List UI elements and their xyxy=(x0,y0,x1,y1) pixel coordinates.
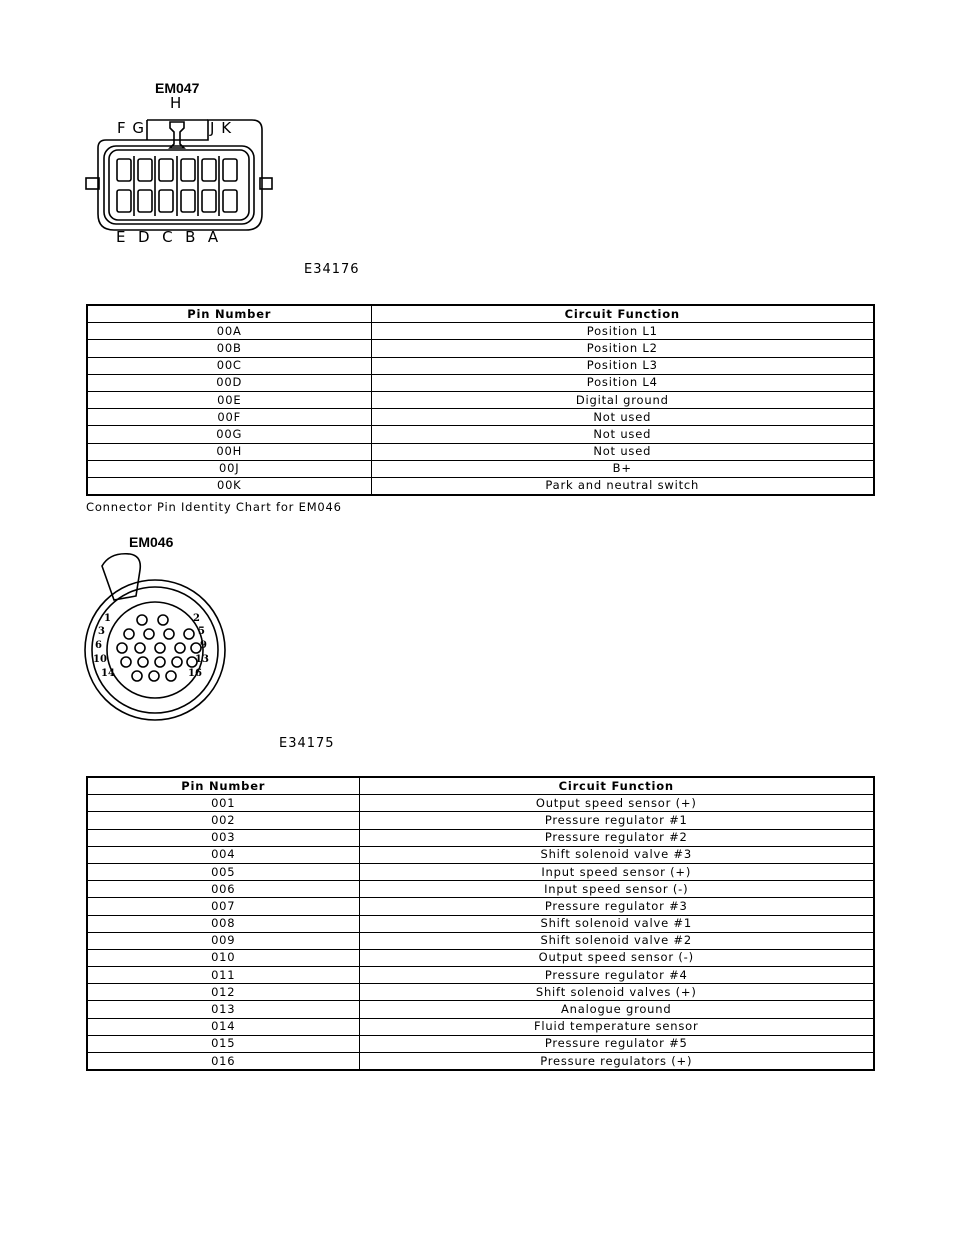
em047-connector-drawing xyxy=(84,112,276,232)
pin-number-cell: 015 xyxy=(87,1035,359,1052)
circuit-function-cell: Fluid temperature sensor xyxy=(359,1018,874,1035)
em046-pin-16: 16 xyxy=(188,668,202,679)
circuit-function-cell: Pressure regulator #1 xyxy=(359,812,874,829)
table-row xyxy=(87,863,874,880)
pin-table-em046 xyxy=(86,776,875,1071)
pin-number-cell: 009 xyxy=(87,932,359,949)
pin-number-cell: 00E xyxy=(87,391,371,408)
circuit-function-cell: Input speed sensor (-) xyxy=(359,881,874,898)
circuit-function-cell: Not used xyxy=(371,426,874,443)
table-row xyxy=(87,340,874,357)
circuit-function-cell: Not used xyxy=(371,443,874,460)
em046-pin-6: 6 xyxy=(95,640,102,651)
chart-caption: Connector Pin Identity Chart for EM046 xyxy=(86,500,342,514)
pin-number-cell: 004 xyxy=(87,846,359,863)
pin-number-cell: 00D xyxy=(87,374,371,391)
circuit-function-cell: Analogue ground xyxy=(359,1001,874,1018)
table-row xyxy=(87,426,874,443)
pin-number-cell: 003 xyxy=(87,829,359,846)
circuit-function-cell: Shift solenoid valve #2 xyxy=(359,932,874,949)
table-row xyxy=(87,795,874,812)
em047-letter-h: H xyxy=(170,94,183,112)
em046-connector-drawing xyxy=(80,552,230,724)
circuit-function-cell: Pressure regulators (+) xyxy=(359,1053,874,1071)
circuit-function-cell: Output speed sensor (+) xyxy=(359,795,874,812)
table-row xyxy=(87,443,874,460)
pin-number-cell: 008 xyxy=(87,915,359,932)
table-row xyxy=(87,829,874,846)
circuit-function-cell: Shift solenoid valve #3 xyxy=(359,846,874,863)
pin-number-cell: 007 xyxy=(87,898,359,915)
em047-figure-id: E34176 xyxy=(304,262,360,277)
column-header-pin-number: Pin Number xyxy=(87,777,359,795)
table-row xyxy=(87,949,874,966)
table-row xyxy=(87,932,874,949)
pin-number-cell: 00A xyxy=(87,323,371,340)
circuit-function-cell: Position L3 xyxy=(371,357,874,374)
table-row xyxy=(87,409,874,426)
table-row xyxy=(87,1035,874,1052)
table-row xyxy=(87,460,874,477)
table-header-row xyxy=(87,777,874,795)
pin-number-cell: 012 xyxy=(87,984,359,1001)
column-header-circuit-function: Circuit Function xyxy=(371,305,874,323)
table-row xyxy=(87,374,874,391)
em046-pin-5: 5 xyxy=(198,626,205,637)
table-row xyxy=(87,984,874,1001)
table-row xyxy=(87,881,874,898)
em047-letters-jk: J K xyxy=(210,119,233,137)
pin-number-cell: 00F xyxy=(87,409,371,426)
column-header-pin-number: Pin Number xyxy=(87,305,371,323)
pin-number-cell: 014 xyxy=(87,1018,359,1035)
em046-pin-2: 2 xyxy=(193,613,200,624)
circuit-function-cell: Shift solenoid valves (+) xyxy=(359,984,874,1001)
circuit-function-cell: Digital ground xyxy=(371,391,874,408)
pin-number-cell: 010 xyxy=(87,949,359,966)
circuit-function-cell: Input speed sensor (+) xyxy=(359,863,874,880)
table-row xyxy=(87,357,874,374)
pin-number-cell: 00G xyxy=(87,426,371,443)
table-row xyxy=(87,477,874,495)
pin-table-em047 xyxy=(86,304,875,496)
table-row xyxy=(87,1001,874,1018)
circuit-function-cell: Position L4 xyxy=(371,374,874,391)
em047-letters-fg: F G xyxy=(117,119,146,137)
circuit-function-cell: Output speed sensor (-) xyxy=(359,949,874,966)
em046-pin-9: 9 xyxy=(200,640,207,651)
table-row xyxy=(87,898,874,915)
table-row xyxy=(87,1018,874,1035)
pin-number-cell: 00B xyxy=(87,340,371,357)
pin-number-cell: 00C xyxy=(87,357,371,374)
circuit-function-cell: B+ xyxy=(371,460,874,477)
circuit-function-cell: Pressure regulator #4 xyxy=(359,967,874,984)
pin-number-cell: 013 xyxy=(87,1001,359,1018)
em046-pin-1: 1 xyxy=(104,613,111,624)
pin-number-cell: 00H xyxy=(87,443,371,460)
circuit-function-cell: Park and neutral switch xyxy=(371,477,874,495)
table-header-row xyxy=(87,305,874,323)
pin-number-cell: 00K xyxy=(87,477,371,495)
pin-number-cell: 002 xyxy=(87,812,359,829)
pin-number-cell: 011 xyxy=(87,967,359,984)
pin-number-cell: 001 xyxy=(87,795,359,812)
circuit-function-cell: Pressure regulator #5 xyxy=(359,1035,874,1052)
circuit-function-cell: Position L1 xyxy=(371,323,874,340)
em046-pin-10: 10 xyxy=(93,654,107,665)
table-row xyxy=(87,391,874,408)
circuit-function-cell: Not used xyxy=(371,409,874,426)
table-row xyxy=(87,846,874,863)
pin-number-cell: 005 xyxy=(87,863,359,880)
circuit-function-cell: Pressure regulator #3 xyxy=(359,898,874,915)
table-row xyxy=(87,1053,874,1071)
column-header-circuit-function: Circuit Function xyxy=(359,777,874,795)
em046-pin-3: 3 xyxy=(98,626,105,637)
pin-number-cell: 016 xyxy=(87,1053,359,1071)
table-row xyxy=(87,967,874,984)
em046-pin-14: 14 xyxy=(101,668,115,679)
circuit-function-cell: Pressure regulator #2 xyxy=(359,829,874,846)
pin-number-cell: 006 xyxy=(87,881,359,898)
pin-number-cell: 00J xyxy=(87,460,371,477)
circuit-function-cell: Position L2 xyxy=(371,340,874,357)
em046-pin-13: 13 xyxy=(195,654,209,665)
table-row xyxy=(87,915,874,932)
em047-label: EM047 xyxy=(155,80,200,96)
em047-letters-bottom: E D C B A xyxy=(116,228,220,246)
table-row xyxy=(87,323,874,340)
em046-label: EM046 xyxy=(129,534,174,550)
circuit-function-cell: Shift solenoid valve #1 xyxy=(359,915,874,932)
em046-figure-id: E34175 xyxy=(279,736,335,751)
table-row xyxy=(87,812,874,829)
